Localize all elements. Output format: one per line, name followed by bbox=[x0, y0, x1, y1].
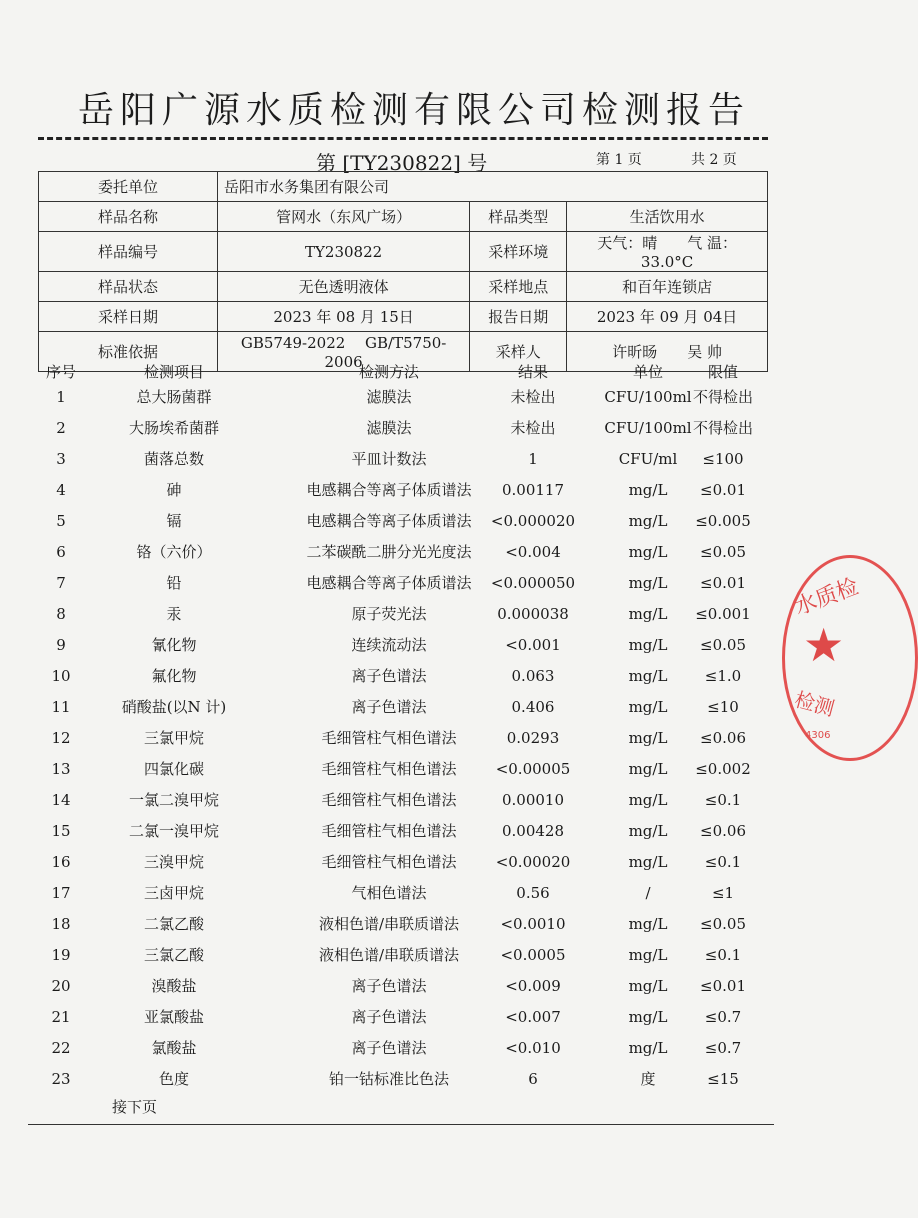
sample-name-label: 样品名称 bbox=[39, 202, 218, 232]
row-item: 总大肠菌群 bbox=[136, 388, 212, 406]
row-limit: ≤0.05 bbox=[700, 915, 746, 933]
row-method: 离子色谱法 bbox=[351, 1039, 427, 1057]
row-unit: mg/L bbox=[628, 915, 668, 933]
row-no: 10 bbox=[51, 667, 71, 685]
row-no: 8 bbox=[56, 605, 66, 623]
row-method: 二苯碳酰二肼分光光度法 bbox=[306, 543, 472, 561]
col-method-header: 检测方法 bbox=[358, 363, 419, 381]
row-item: 铅 bbox=[166, 574, 182, 592]
row-no: 5 bbox=[56, 512, 66, 530]
row-unit: CFU/100ml bbox=[604, 419, 692, 437]
row-method: 电感耦合等离子体质谱法 bbox=[306, 512, 472, 530]
sample-code-value: TY230822 bbox=[218, 232, 470, 272]
row-no: 11 bbox=[51, 698, 71, 716]
col-result-header: 结果 bbox=[517, 363, 548, 381]
sample-code-label: 样品编号 bbox=[39, 232, 218, 272]
row-method: 滤膜法 bbox=[366, 388, 412, 406]
row-unit: mg/L bbox=[628, 1039, 668, 1057]
row-limit: ≤0.002 bbox=[695, 760, 751, 778]
report-date-value: 2023 年 09 月 04日 bbox=[567, 302, 768, 332]
table-row bbox=[38, 1002, 768, 1032]
sampling-site-value: 和百年连锁店 bbox=[567, 272, 768, 302]
row-limit: ≤1 bbox=[711, 884, 735, 902]
row-limit: ≤15 bbox=[707, 1070, 739, 1088]
row-unit: CFU/100ml bbox=[604, 388, 692, 406]
row-unit: mg/L bbox=[628, 543, 668, 561]
row-item: 镉 bbox=[166, 512, 182, 530]
row-no: 2 bbox=[56, 419, 66, 437]
row-result: 未检出 bbox=[510, 419, 556, 437]
sampler-value: 许昕旸 吴 帅 bbox=[567, 332, 768, 372]
row-unit: mg/L bbox=[628, 977, 668, 995]
row-unit: 度 bbox=[640, 1070, 656, 1088]
client-value: 岳阳市水务集团有限公司 bbox=[218, 172, 768, 202]
table-row bbox=[38, 971, 768, 1001]
row-result: 0.406 bbox=[511, 698, 555, 716]
bottom-divider bbox=[28, 1124, 774, 1125]
row-method: 电感耦合等离子体质谱法 bbox=[306, 574, 472, 592]
stamp-text-bottom: 检测 bbox=[792, 687, 838, 721]
row-method: 离子色谱法 bbox=[351, 977, 427, 995]
standard-label: 标准依据 bbox=[39, 332, 218, 372]
row-item: 三溴甲烷 bbox=[143, 853, 204, 871]
table-row bbox=[38, 382, 768, 412]
row-unit: CFU/ml bbox=[618, 450, 678, 468]
row-result: 0.063 bbox=[511, 667, 555, 685]
row-method: 电感耦合等离子体质谱法 bbox=[306, 481, 472, 499]
row-unit: mg/L bbox=[628, 605, 668, 623]
table-row bbox=[38, 661, 768, 691]
table-row bbox=[38, 475, 768, 505]
row-result: <0.00005 bbox=[495, 760, 571, 778]
row-unit: mg/L bbox=[628, 1008, 668, 1026]
table-row bbox=[38, 692, 768, 722]
row-no: 14 bbox=[51, 791, 71, 809]
row-result: <0.007 bbox=[505, 1008, 561, 1026]
row-limit: ≤0.001 bbox=[695, 605, 751, 623]
row-no: 7 bbox=[56, 574, 66, 592]
row-unit: / bbox=[645, 884, 651, 902]
row-method: 滤膜法 bbox=[366, 419, 412, 437]
client-label: 委托单位 bbox=[39, 172, 218, 202]
row-limit: 不得检出 bbox=[692, 419, 753, 437]
row-result: <0.009 bbox=[505, 977, 561, 995]
row-limit: ≤0.01 bbox=[700, 574, 746, 592]
row-no: 18 bbox=[51, 915, 71, 933]
row-method: 毛细管柱气相色谱法 bbox=[321, 760, 457, 778]
row-no: 3 bbox=[56, 450, 66, 468]
row-no: 6 bbox=[56, 543, 66, 561]
row-result: 1 bbox=[528, 450, 538, 468]
row-item: 亚氯酸盐 bbox=[143, 1008, 204, 1026]
table-row bbox=[38, 940, 768, 970]
table-row bbox=[38, 785, 768, 815]
row-no: 23 bbox=[51, 1070, 71, 1088]
row-method: 离子色谱法 bbox=[351, 698, 427, 716]
report-date-label: 报告日期 bbox=[470, 302, 567, 332]
page-current: 第 1 页 bbox=[596, 152, 642, 168]
row-method: 毛细管柱气相色谱法 bbox=[321, 822, 457, 840]
sampler-label: 采样人 bbox=[470, 332, 567, 372]
row-item: 大肠埃希菌群 bbox=[128, 419, 219, 437]
row-result: <0.0005 bbox=[500, 946, 566, 964]
table-row bbox=[38, 537, 768, 567]
row-unit: mg/L bbox=[628, 760, 668, 778]
row-unit: mg/L bbox=[628, 636, 668, 654]
row-item: 铬（六价） bbox=[136, 543, 212, 561]
row-no: 22 bbox=[51, 1039, 71, 1057]
row-unit: mg/L bbox=[628, 822, 668, 840]
sample-type-value: 生活饮用水 bbox=[567, 202, 768, 232]
row-result: <0.001 bbox=[505, 636, 561, 654]
row-item: 三氯乙酸 bbox=[143, 946, 204, 964]
row-result: 0.0293 bbox=[506, 729, 560, 747]
row-item: 菌落总数 bbox=[143, 450, 204, 468]
row-method: 离子色谱法 bbox=[351, 667, 427, 685]
row-limit: ≤0.06 bbox=[700, 822, 746, 840]
row-item: 三氯甲烷 bbox=[143, 729, 204, 747]
sampling-env-label: 采样环境 bbox=[470, 232, 567, 272]
row-unit: mg/L bbox=[628, 667, 668, 685]
row-result: <0.0010 bbox=[500, 915, 566, 933]
row-limit: ≤0.7 bbox=[704, 1008, 742, 1026]
continued-note: 接下页 bbox=[112, 1098, 158, 1116]
sample-name-value: 管网水（东风广场） bbox=[218, 202, 470, 232]
row-no: 16 bbox=[51, 853, 71, 871]
row-limit: ≤0.05 bbox=[700, 543, 746, 561]
sample-state-label: 样品状态 bbox=[39, 272, 218, 302]
row-item: 四氯化碳 bbox=[143, 760, 204, 778]
row-unit: mg/L bbox=[628, 791, 668, 809]
row-result: <0.000050 bbox=[490, 574, 576, 592]
row-limit: ≤0.06 bbox=[700, 729, 746, 747]
row-limit: ≤0.7 bbox=[704, 1039, 742, 1057]
title-divider bbox=[38, 137, 768, 140]
table-row bbox=[38, 1033, 768, 1063]
row-limit: ≤100 bbox=[702, 450, 744, 468]
col-item-header: 检测项目 bbox=[143, 363, 204, 381]
row-item: 硝酸盐(以N 计) bbox=[121, 698, 227, 716]
company-seal-stamp bbox=[782, 555, 918, 761]
stamp-code: 4306 bbox=[805, 730, 831, 741]
row-method: 气相色谱法 bbox=[351, 884, 427, 902]
table-row bbox=[38, 723, 768, 753]
row-result: 0.00117 bbox=[501, 481, 565, 499]
row-result: 未检出 bbox=[510, 388, 556, 406]
row-no: 15 bbox=[51, 822, 71, 840]
row-method: 毛细管柱气相色谱法 bbox=[321, 791, 457, 809]
row-method: 离子色谱法 bbox=[351, 1008, 427, 1026]
row-limit: 不得检出 bbox=[692, 388, 753, 406]
row-result: <0.00020 bbox=[495, 853, 571, 871]
table-row bbox=[38, 630, 768, 660]
row-method: 平皿计数法 bbox=[351, 450, 427, 468]
row-item: 氯酸盐 bbox=[151, 1039, 197, 1057]
row-item: 二氯乙酸 bbox=[143, 915, 204, 933]
row-limit: ≤10 bbox=[707, 698, 739, 716]
row-item: 色度 bbox=[158, 1070, 189, 1088]
col-limit-header: 限值 bbox=[707, 363, 738, 381]
row-no: 12 bbox=[51, 729, 71, 747]
sample-info-table bbox=[38, 171, 768, 372]
row-no: 20 bbox=[51, 977, 71, 995]
standard-value: GB5749-2022 GB/T5750-2006 bbox=[218, 332, 470, 372]
row-unit: mg/L bbox=[628, 946, 668, 964]
table-row bbox=[38, 444, 768, 474]
row-result: <0.004 bbox=[505, 543, 561, 561]
row-method: 液相色谱/串联质谱法 bbox=[318, 946, 460, 964]
row-limit: ≤1.0 bbox=[704, 667, 742, 685]
row-result: 0.00010 bbox=[501, 791, 565, 809]
row-unit: mg/L bbox=[628, 729, 668, 747]
table-row bbox=[38, 599, 768, 629]
row-item: 汞 bbox=[166, 605, 182, 623]
row-result: 6 bbox=[528, 1070, 538, 1088]
row-item: 溴酸盐 bbox=[151, 977, 197, 995]
row-unit: mg/L bbox=[628, 481, 668, 499]
page-total: 共 2 页 bbox=[691, 152, 737, 168]
table-row bbox=[38, 754, 768, 784]
row-result: 0.56 bbox=[516, 884, 550, 902]
row-unit: mg/L bbox=[628, 574, 668, 592]
row-no: 21 bbox=[51, 1008, 71, 1026]
row-no: 17 bbox=[51, 884, 71, 902]
table-row bbox=[38, 909, 768, 939]
row-unit: mg/L bbox=[628, 512, 668, 530]
row-item: 砷 bbox=[166, 481, 182, 499]
report-title: 岳阳广源水质检测有限公司检测报告 bbox=[77, 90, 750, 131]
sampling-date-value: 2023 年 08 月 15日 bbox=[218, 302, 470, 332]
table-row bbox=[38, 413, 768, 443]
row-limit: ≤0.1 bbox=[704, 946, 742, 964]
row-method: 毛细管柱气相色谱法 bbox=[321, 729, 457, 747]
row-no: 1 bbox=[56, 388, 66, 406]
sample-state-value: 无色透明液体 bbox=[218, 272, 470, 302]
sample-type-label: 样品类型 bbox=[470, 202, 567, 232]
row-result: 0.00428 bbox=[501, 822, 565, 840]
star-icon: ★ bbox=[803, 618, 845, 672]
sampling-env-value: 天气：晴 气 温：33.0°C bbox=[567, 232, 768, 272]
table-row bbox=[38, 1064, 768, 1094]
row-item: 二氯一溴甲烷 bbox=[128, 822, 219, 840]
row-limit: ≤0.1 bbox=[704, 791, 742, 809]
row-limit: ≤0.05 bbox=[700, 636, 746, 654]
sampling-site-label: 采样地点 bbox=[470, 272, 567, 302]
row-limit: ≤0.1 bbox=[704, 853, 742, 871]
row-no: 4 bbox=[56, 481, 66, 499]
sampling-date-label: 采样日期 bbox=[39, 302, 218, 332]
row-result: 0.000038 bbox=[497, 605, 569, 623]
table-row bbox=[38, 568, 768, 598]
table-row bbox=[38, 847, 768, 877]
row-result: <0.000020 bbox=[490, 512, 576, 530]
row-item: 一氯二溴甲烷 bbox=[128, 791, 219, 809]
row-no: 19 bbox=[51, 946, 71, 964]
row-no: 13 bbox=[51, 760, 71, 778]
row-unit: mg/L bbox=[628, 698, 668, 716]
row-no: 9 bbox=[56, 636, 66, 654]
row-limit: ≤0.005 bbox=[695, 512, 751, 530]
table-row bbox=[38, 506, 768, 536]
row-unit: mg/L bbox=[628, 853, 668, 871]
row-limit: ≤0.01 bbox=[700, 481, 746, 499]
row-result: <0.010 bbox=[505, 1039, 561, 1057]
row-item: 氟化物 bbox=[151, 667, 197, 685]
report-number: 第 [TY230822] 号 bbox=[316, 151, 488, 175]
table-row bbox=[38, 878, 768, 908]
row-method: 铂一钴标准比色法 bbox=[328, 1070, 449, 1088]
stamp-text-top: 水质检 bbox=[791, 574, 862, 621]
row-method: 连续流动法 bbox=[351, 636, 427, 654]
row-item: 氰化物 bbox=[151, 636, 197, 654]
col-no-header: 序号 bbox=[45, 363, 76, 381]
row-method: 毛细管柱气相色谱法 bbox=[321, 853, 457, 871]
row-method: 液相色谱/串联质谱法 bbox=[318, 915, 460, 933]
row-method: 原子荧光法 bbox=[351, 605, 427, 623]
row-item: 三卤甲烷 bbox=[143, 884, 204, 902]
row-limit: ≤0.01 bbox=[700, 977, 746, 995]
table-row bbox=[38, 816, 768, 846]
col-unit-header: 单位 bbox=[632, 363, 663, 381]
